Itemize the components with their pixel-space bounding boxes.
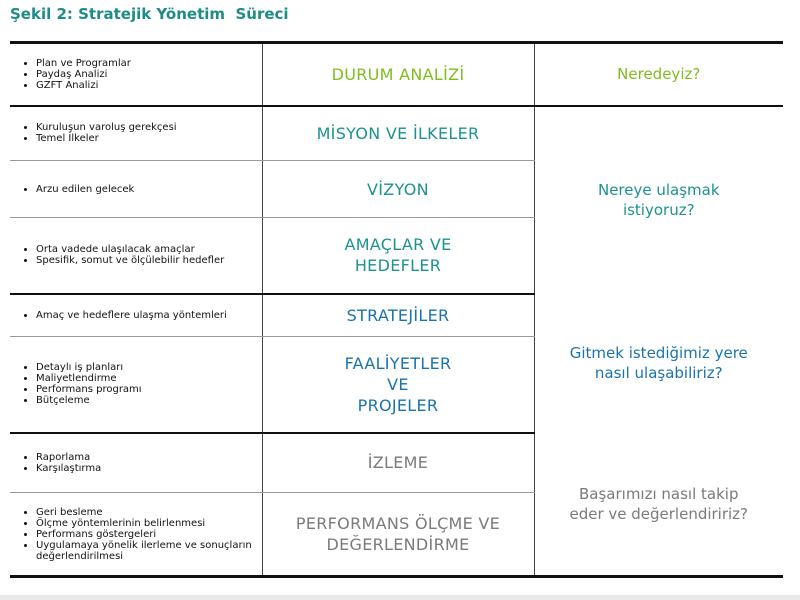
bullet-item: • Karşılaştırma — [36, 463, 262, 474]
bullets-cell — [10, 433, 262, 493]
question-nereye-ulasmak — [534, 106, 783, 294]
bullets-cell — [10, 106, 262, 161]
stage-label-line: AMAÇLAR VE — [344, 235, 452, 255]
bullet-item: • Geri besleme — [36, 507, 262, 518]
bullet-item: • Ölçme yöntemlerinin belirlenmesi — [36, 518, 262, 529]
question-line: nasıl ulaşabiliriz? — [594, 364, 723, 382]
row-izleme — [10, 433, 783, 493]
bullet-item: • Paydaş Analizi — [36, 69, 262, 80]
strategic-management-table — [10, 41, 783, 578]
bullet-list — [18, 244, 262, 266]
bullet-item: • Bütçeleme — [36, 395, 262, 406]
row-misyon — [10, 106, 783, 161]
bullet-item: • Performans göstergeleri — [36, 529, 262, 540]
bullets-cell — [10, 218, 262, 294]
stage-label-line: PROJELER — [357, 395, 439, 415]
question-neredeyiz: Neredeyiz? — [534, 43, 783, 106]
stage-label-vizyon: VİZYON — [262, 161, 534, 218]
bullet-list — [18, 452, 262, 474]
bullets-cell — [10, 493, 262, 577]
bullet-list — [18, 507, 262, 562]
stage-label-misyon: MİSYON VE İLKELER — [262, 106, 534, 161]
bullet-item: • Kuruluşun varoluş gerekçesi — [36, 122, 262, 133]
bullet-item: • Uygulamaya yönelik ilerleme ve sonuçların değerlendirilmesi — [36, 540, 262, 562]
stage-label-line: DEĞERLENDİRME — [326, 535, 470, 554]
stage-label-stratejiler: STRATEJİLER — [262, 294, 534, 337]
question-basarimizi — [534, 433, 783, 577]
question-gitmek-istedigimiz — [534, 294, 783, 433]
bottom-scroll-strip — [0, 595, 800, 600]
bullet-item: • GZFT Analizi — [36, 80, 262, 91]
question-line: Başarımızı nasıl takip — [579, 484, 739, 503]
stage-label-line: HEDEFLER — [354, 256, 442, 276]
bullet-item: • Spesifik, somut ve ölçülebilir hedefler — [36, 255, 262, 266]
stage-label-izleme: İZLEME — [262, 433, 534, 493]
bullet-list — [18, 184, 262, 195]
row-durum-analizi — [10, 43, 783, 106]
bullet-item: • Raporlama — [36, 452, 262, 463]
bullets-cell — [10, 43, 262, 106]
stage-label-faaliyetler — [262, 337, 534, 433]
figure-title: Şekil 2: Stratejik Yönetim Süreci — [10, 5, 289, 23]
bullet-item: • Performans programı — [36, 384, 262, 395]
bullet-item: • Maliyetlendirme — [36, 373, 262, 384]
bullet-item: • Amaç ve hedeflere ulaşma yöntemleri — [36, 310, 262, 321]
bullet-item: • Plan ve Programlar — [36, 58, 262, 69]
stage-label-line: PERFORMANS ÖLÇME VE — [295, 514, 501, 533]
bullets-cell — [10, 161, 262, 218]
question-line: istiyoruz? — [622, 201, 695, 219]
stage-label-amaclar — [262, 218, 534, 294]
row-stratejiler — [10, 294, 783, 337]
bullet-item: • Temel İlkeler — [36, 133, 262, 144]
bullets-cell — [10, 337, 262, 433]
stage-label-line: FAALİYETLER — [344, 353, 452, 373]
bullet-item: • Arzu edilen gelecek — [36, 184, 262, 195]
bullets-cell — [10, 294, 262, 337]
bullet-list — [18, 362, 262, 406]
question-line: Gitmek istediğimiz yere — [569, 344, 748, 362]
bullet-list — [18, 122, 262, 144]
bullet-list — [18, 58, 262, 91]
bullet-item: • Orta vadede ulaşılacak amaçlar — [36, 244, 262, 255]
question-line: eder ve değerlendiririz? — [569, 504, 749, 523]
stage-label-durum-analizi: DURUM ANALİZİ — [262, 43, 534, 106]
bullet-item: • Detaylı iş planları — [36, 362, 262, 373]
question-line: Nereye ulaşmak — [597, 181, 720, 199]
stage-label-performans — [262, 493, 534, 577]
stage-label-line: VE — [387, 374, 409, 394]
bullet-list — [18, 310, 262, 321]
